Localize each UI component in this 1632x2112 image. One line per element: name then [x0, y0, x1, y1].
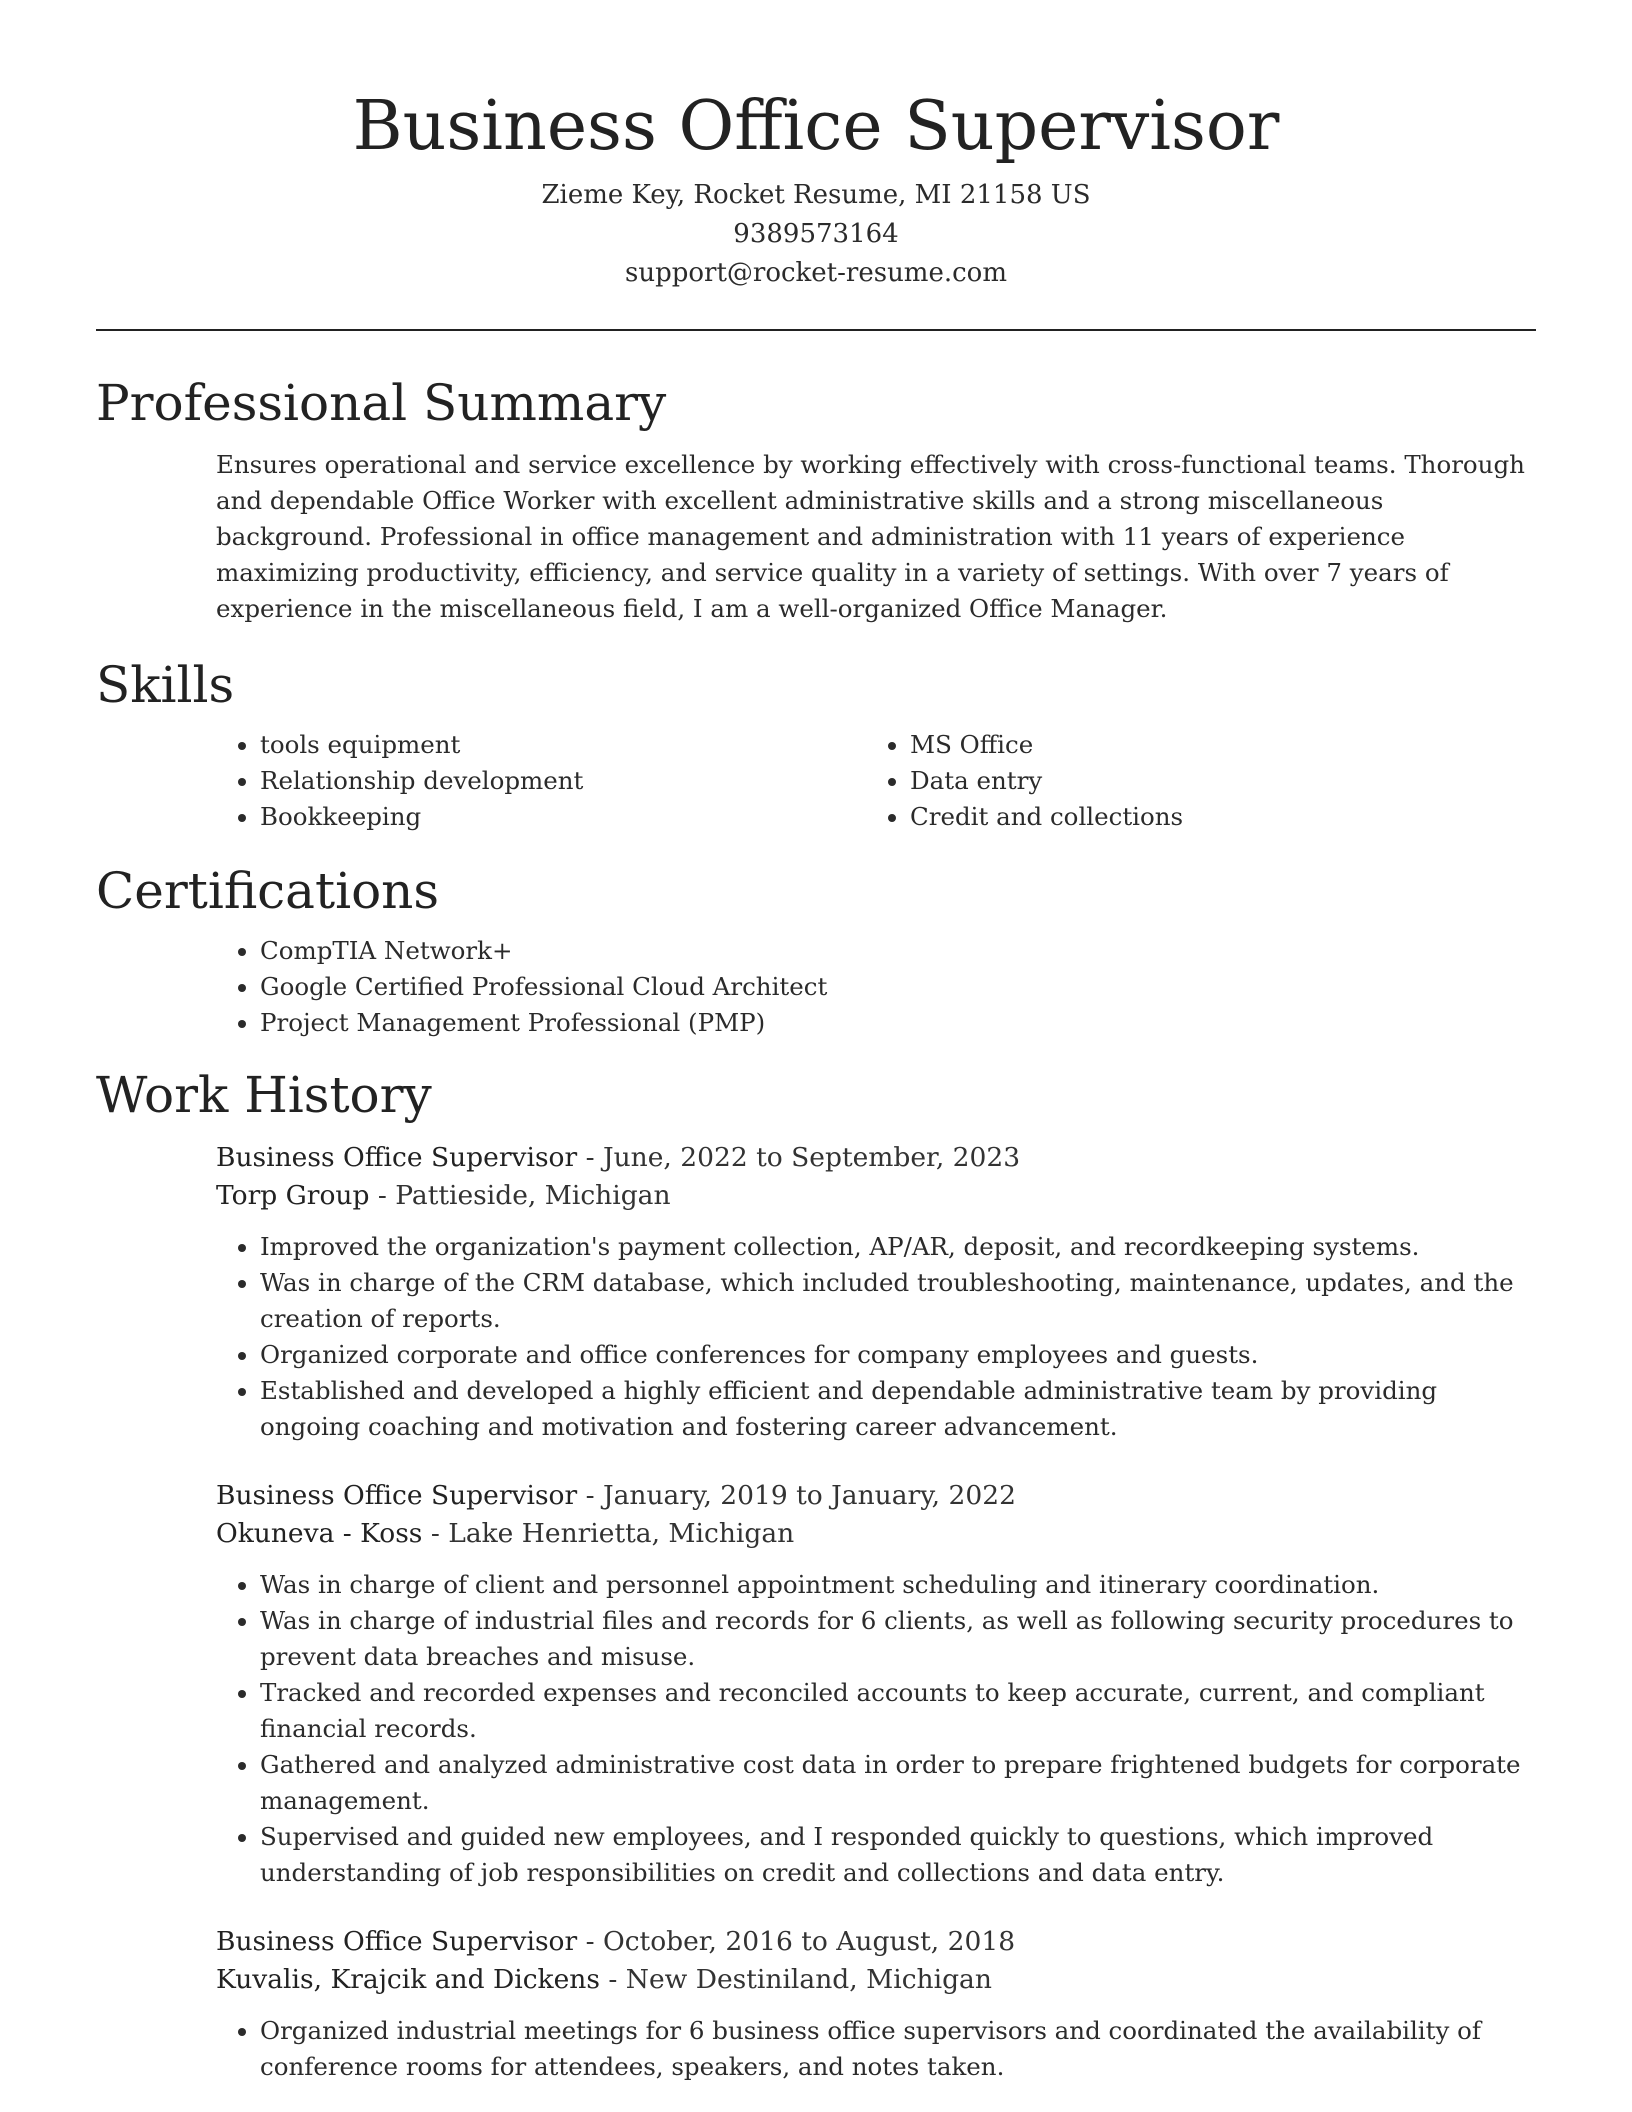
- job-title: Business Office Supervisor: [216, 1926, 578, 1957]
- skills-grid: [216, 727, 1536, 835]
- skills-title: Skills: [96, 656, 235, 714]
- certifications-title: Certifications: [96, 862, 440, 920]
- skill-item: • MS Office: [910, 727, 1516, 763]
- job-location: - Pattieside, Michigan: [369, 1180, 671, 1211]
- job-dates: - October, 2016 to August, 2018: [577, 1926, 1016, 1957]
- job-location: - Lake Henrietta, Michigan: [422, 1518, 795, 1549]
- job-entry: [216, 1477, 1536, 1891]
- candidate-name: Business Office Supervisor: [352, 87, 1280, 166]
- job-title: Business Office Supervisor: [216, 1480, 578, 1511]
- skills-list-left: [216, 727, 866, 835]
- job-company: Torp Group: [216, 1180, 370, 1211]
- job-entry: [216, 1923, 1536, 2085]
- certification-item: • Google Certified Professional Cloud Architect: [260, 969, 1536, 1005]
- job-title-line: [216, 1477, 1536, 1515]
- contact-email: support@rocket-resume.com: [624, 258, 1007, 288]
- job-entry: [216, 1139, 1536, 1445]
- work-history-section: [96, 1063, 1536, 2085]
- skill-item: • Relationship development: [260, 763, 866, 799]
- job-bullet: • Tracked and recorded expenses and reconciled accounts to keep accurate, current, and compliant financial records.: [260, 1675, 1536, 1747]
- skills-section: [96, 653, 1536, 835]
- header-divider: [96, 329, 1536, 331]
- job-bullets: [216, 1567, 1536, 1891]
- certifications-section: [96, 859, 1536, 1041]
- contact-block: [96, 176, 1536, 293]
- job-company: Okuneva - Koss: [216, 1518, 423, 1549]
- certifications-list: [216, 933, 1536, 1041]
- job-company-line: [216, 1515, 1536, 1553]
- skill-item: • Data entry: [910, 763, 1516, 799]
- certification-item: • Project Management Professional (PMP): [260, 1005, 1536, 1041]
- summary-title: Professional Summary: [96, 374, 667, 432]
- certification-item: • CompTIA Network+: [260, 933, 1536, 969]
- contact-address: Zieme Key, Rocket Resume, MI 21158 US: [541, 180, 1091, 210]
- job-bullet: • Supervised and guided new employees, and I responded quickly to questions, which improved understanding of job responsibilities on credit and collections and data entry.: [260, 1819, 1536, 1891]
- skills-list-right: [866, 727, 1516, 835]
- job-location: - New Destiniland, Michigan: [599, 1964, 992, 1995]
- job-bullet: • Established and developed a highly efficient and dependable administrative team by providing ongoing coaching and motivation and fostering career advancement.: [260, 1373, 1536, 1445]
- job-bullet: • Organized corporate and office conferences for company employees and guests.: [260, 1337, 1536, 1373]
- job-bullet: • Improved the organization's payment collection, AP/AR, deposit, and recordkeeping systems.: [260, 1229, 1536, 1265]
- job-company-line: [216, 1177, 1536, 1215]
- job-title: Business Office Supervisor: [216, 1142, 578, 1173]
- job-company-line: [216, 1961, 1536, 1999]
- job-bullets: [216, 1229, 1536, 1445]
- resume-header: [96, 0, 1536, 293]
- skill-item: • Credit and collections: [910, 799, 1516, 835]
- job-company: Kuvalis, Krajcik and Dickens: [216, 1964, 600, 1995]
- job-bullet: • Was in charge of industrial files and records for 6 clients, as well as following security procedures to prevent data breaches and misuse.: [260, 1603, 1536, 1675]
- work-history-title: Work History: [96, 1066, 432, 1124]
- summary-section: [96, 371, 1536, 627]
- summary-text: Ensures operational and service excellence by working effectively with cross-functional teams. Thorough and dependable Office Worker with excellent administrative skills and a strong miscellaneous background. Professional in office management and administration with 11 years of experience maximizing productivity, efficiency, and service quality in a variety of settings. With over 7 years of experience in the miscellaneous field, I am a well-organized Office Manager.: [216, 450, 1525, 623]
- job-dates: - June, 2022 to September, 2023: [577, 1142, 1021, 1173]
- skill-item: • tools equipment: [260, 727, 866, 763]
- skill-item: • Bookkeeping: [260, 799, 866, 835]
- job-dates: - January, 2019 to January, 2022: [577, 1480, 1016, 1511]
- job-bullet: • Organized industrial meetings for 6 business office supervisors and coordinated the availability of conference rooms for attendees, speakers, and notes taken.: [260, 2013, 1536, 2085]
- job-bullet: • Was in charge of client and personnel appointment scheduling and itinerary coordination.: [260, 1567, 1536, 1603]
- job-bullets: [216, 2013, 1536, 2085]
- job-bullet: • Was in charge of the CRM database, which included troubleshooting, maintenance, updates, and the creation of reports.: [260, 1265, 1536, 1337]
- contact-phone: 9389573164: [733, 219, 899, 249]
- job-title-line: [216, 1923, 1536, 1961]
- job-title-line: [216, 1139, 1536, 1177]
- job-bullet: • Gathered and analyzed administrative cost data in order to prepare frightened budgets for corporate management.: [260, 1747, 1536, 1819]
